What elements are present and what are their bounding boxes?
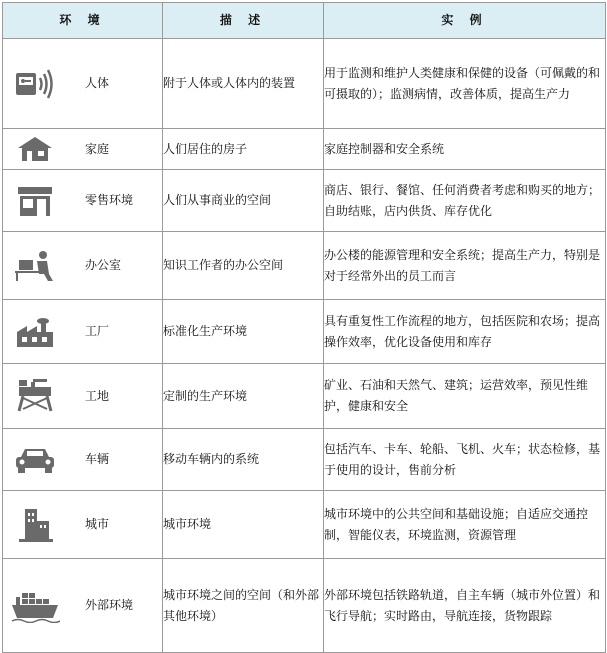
desc-cell: 定制的生产环境 (163, 364, 324, 429)
example-cell: 城市环境中的公共空间和基础设施；自适应交通控制，智能仪表，环境监测，资源管理 (324, 491, 606, 559)
car-icon (3, 446, 67, 474)
table-row (3, 300, 606, 364)
env-cell (3, 429, 163, 491)
desc-cell: 城市环境之间的空间（和外部其他环境） (163, 559, 324, 653)
desc-cell: 标准化生产环境 (163, 300, 324, 364)
env-label: 工地 (85, 388, 110, 403)
env-label: 外部环境 (85, 598, 134, 612)
env-cell (3, 559, 163, 653)
env-label: 人体 (85, 76, 110, 90)
env-label: 城市 (85, 517, 110, 531)
storefront-icon (3, 185, 67, 217)
env-label: 车辆 (85, 452, 110, 466)
env-label: 工厂 (85, 324, 110, 338)
example-cell: 办公楼的能源管理和安全系统；提高生产力，特别是对于经常外出的员工而言 (324, 232, 606, 300)
example-cell: 矿业、石油和天然气、建筑；运营效率，预见性维护，健康和安全 (324, 364, 606, 429)
table-row (3, 491, 606, 559)
city-buildings-icon (3, 507, 67, 543)
desc-cell: 附于人体或人体内的装置 (163, 39, 324, 129)
env-cell (3, 300, 163, 364)
env-cell (3, 129, 163, 170)
example-cell: 家庭控制器和安全系统 (324, 129, 606, 170)
table-row (3, 170, 606, 232)
env-cell (3, 39, 163, 129)
table-row (3, 559, 606, 653)
example-cell: 具有重复性工作流程的地方，包括医院和农场；提高操作效率，优化设备使用和库存 (324, 300, 606, 364)
table-row (3, 364, 606, 429)
env-cell (3, 491, 163, 559)
factory-icon (3, 316, 67, 348)
env-label: 办公室 (85, 258, 122, 272)
example-cell: 商店、银行、餐馆、任何消费者考虑和购买的地方；自助结账，店内供货、库存优化 (324, 170, 606, 232)
env-cell (3, 170, 163, 232)
oil-rig-icon (3, 378, 67, 414)
wearable-signal-icon (3, 67, 67, 101)
table-header-row (3, 3, 606, 39)
example-cell: 外部环境包括铁路轨道，自主车辆（城市外位置）和飞行导航；实时路由，导航连接，货物跟踪 (324, 559, 606, 653)
example-cell: 用于监测和维护人类健康和保健的设备（可佩戴的和可摄取的）；监测病情，改善体质，提高生产力 (324, 39, 606, 129)
table-row (3, 39, 606, 129)
desc-cell: 人们从事商业的空间 (163, 170, 324, 232)
desc-cell: 移动车辆内的系统 (163, 429, 324, 491)
house-icon (3, 136, 67, 162)
header-example: 实 例 (324, 3, 606, 39)
table-row (3, 232, 606, 300)
header-desc: 描 述 (163, 3, 324, 39)
desc-cell: 人们居住的房子 (163, 129, 324, 170)
desc-cell: 城市环境 (163, 491, 324, 559)
table-row (3, 429, 606, 491)
env-label: 家庭 (85, 141, 110, 156)
env-label: 零售环境 (85, 193, 134, 207)
environment-table (2, 2, 606, 653)
desc-cell: 知识工作者的办公空间 (163, 232, 324, 300)
env-cell (3, 364, 163, 429)
office-worker-icon (3, 250, 67, 282)
env-cell (3, 232, 163, 300)
example-cell: 包括汽车、卡车、轮船、飞机、火车；状态检修，基于使用的设计，售前分析 (324, 429, 606, 491)
header-env: 环 境 (3, 3, 163, 39)
cargo-ship-icon (3, 589, 67, 623)
table-row (3, 129, 606, 170)
